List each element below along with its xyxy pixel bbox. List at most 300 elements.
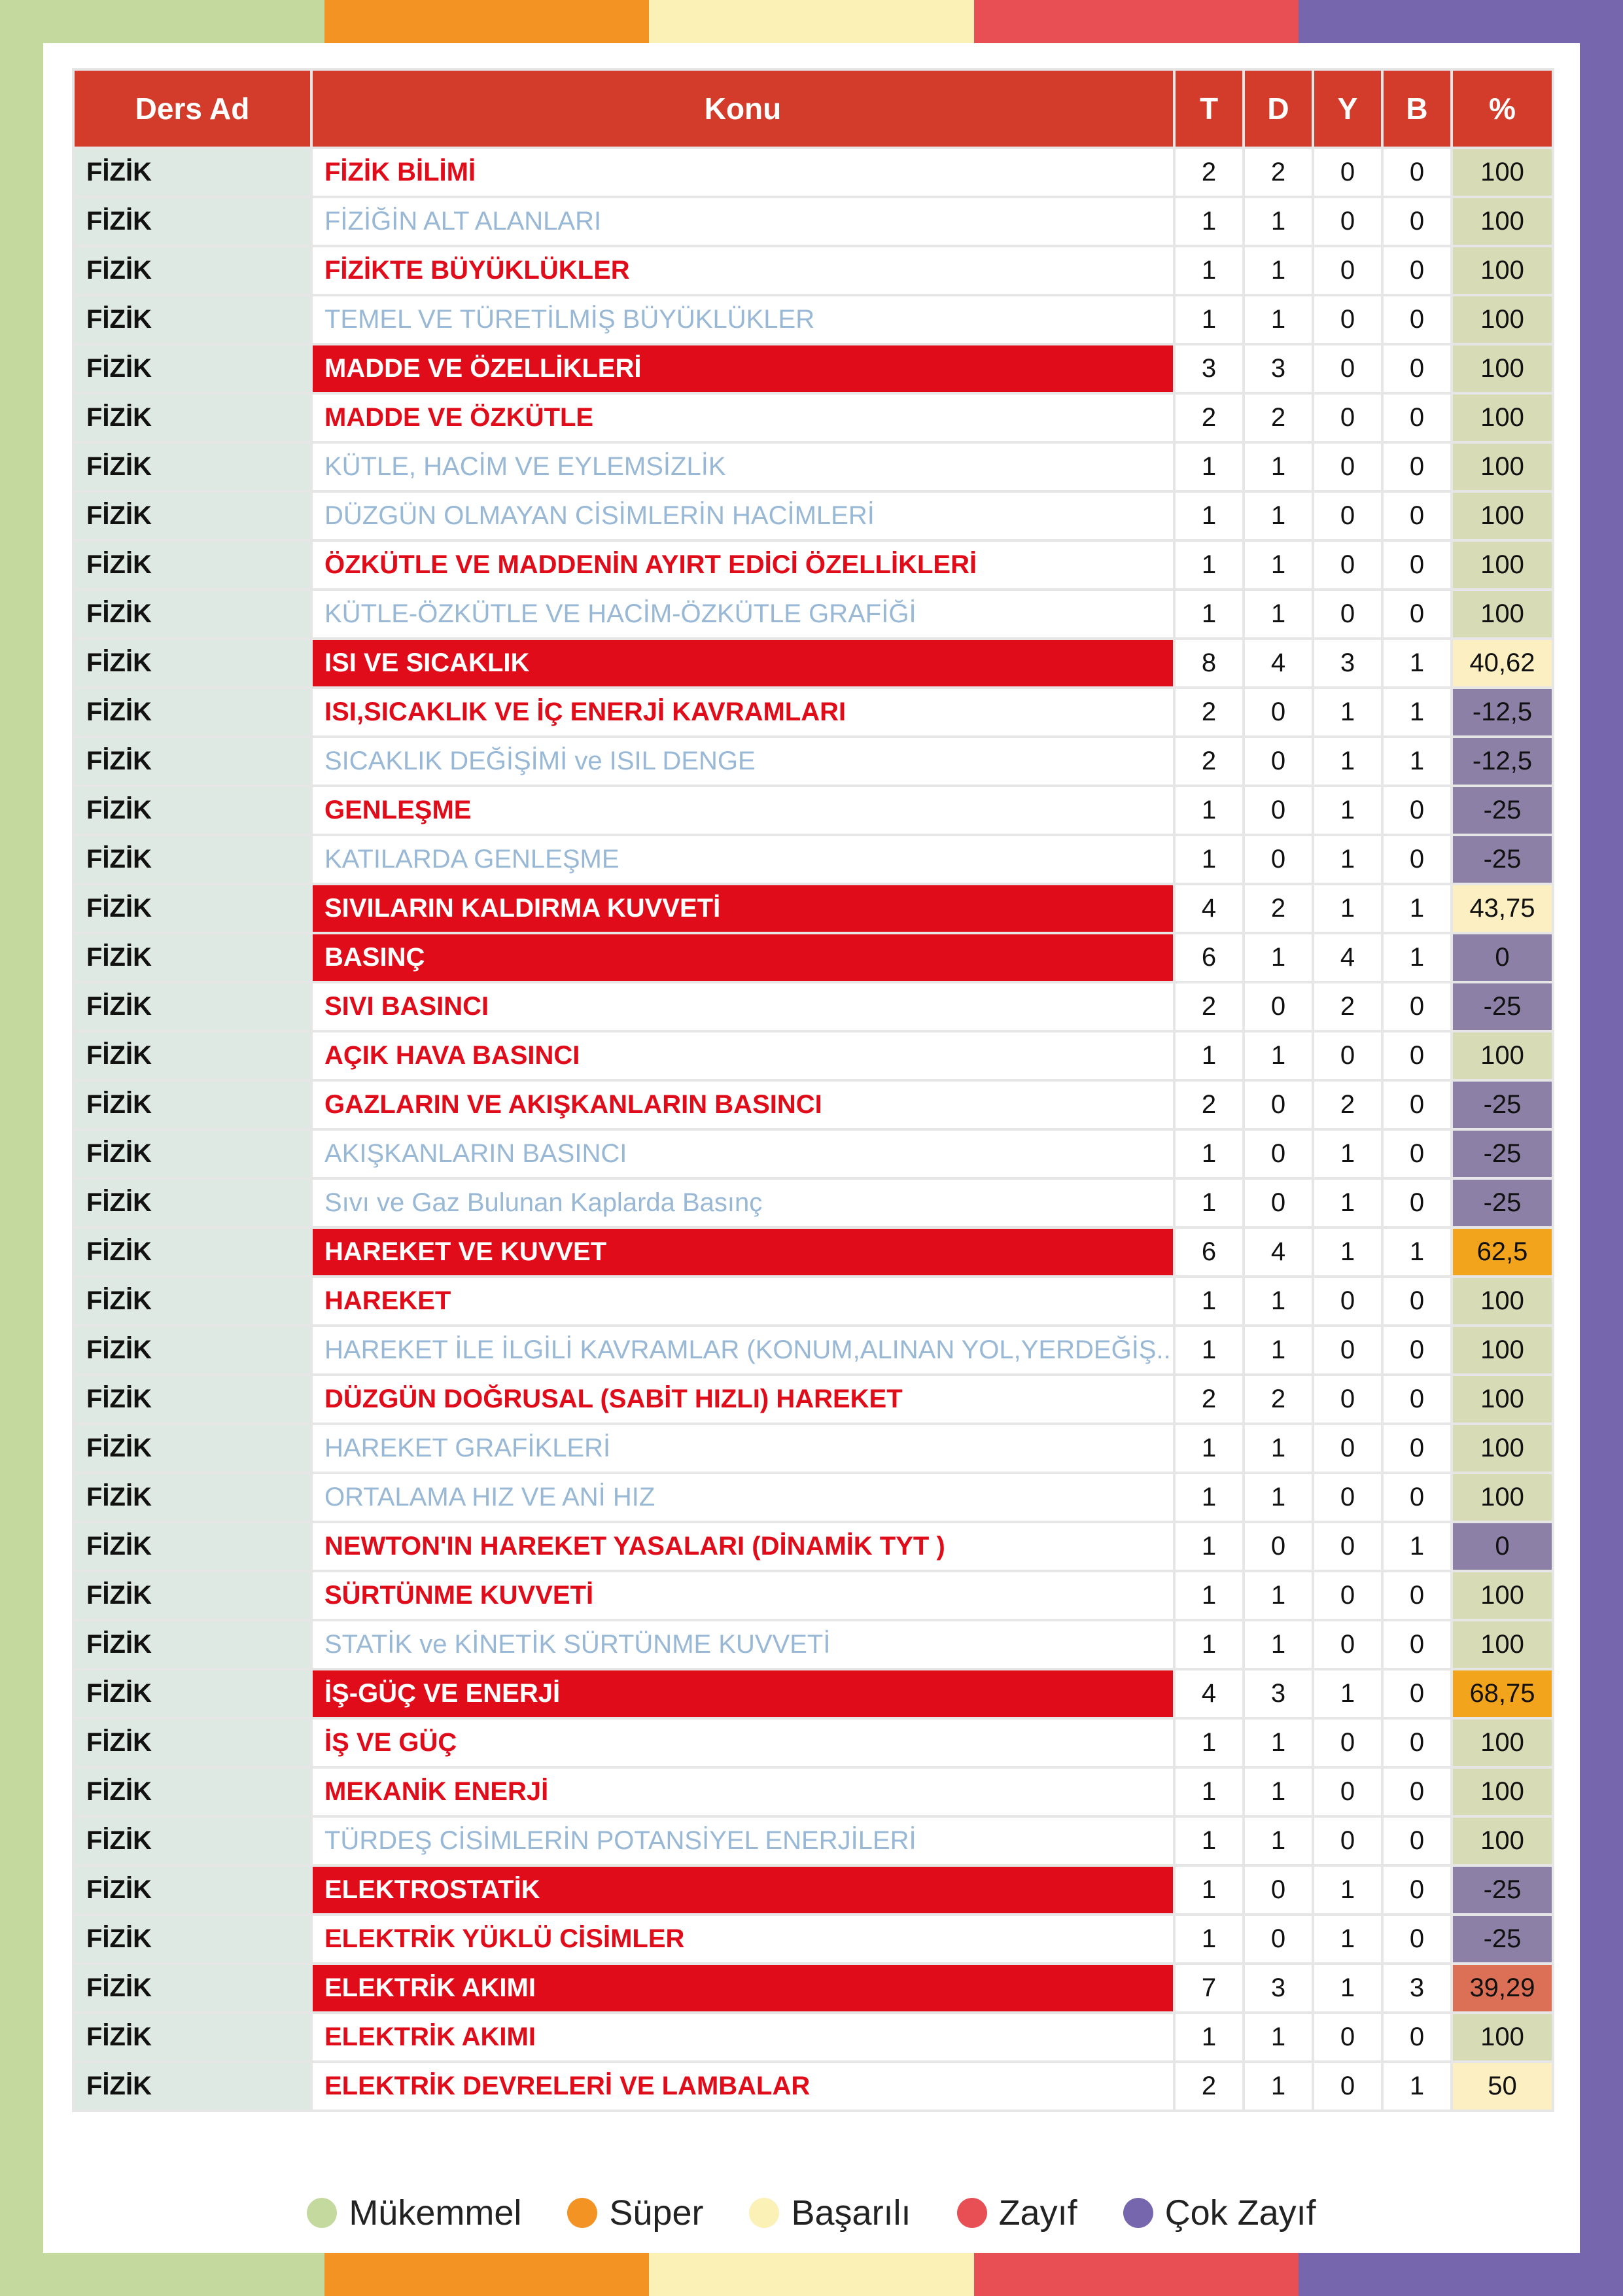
wrong-cell: 0 (1314, 395, 1381, 441)
total-cell: 2 (1176, 1376, 1242, 1422)
topic-cell: MADDE VE ÖZELLİKLERİ (313, 345, 1173, 392)
topic-cell: SICAKLIK DEĞİŞİMİ ve ISIL DENGE (313, 738, 1173, 785)
correct-cell: 1 (1245, 1033, 1312, 1079)
correct-cell: 1 (1245, 247, 1312, 294)
correct-cell: 1 (1245, 444, 1312, 490)
topic-cell: FİZİĞİN ALT ALANLARI (313, 198, 1173, 245)
subject-cell: FİZİK (75, 787, 310, 834)
header-d: D (1245, 71, 1312, 147)
topic-cell: HAREKET İLE İLGİLİ KAVRAMLAR (KONUM,ALINAN YOL,YERDEĞİŞ.. (313, 1327, 1173, 1373)
correct-cell: 1 (1245, 2063, 1312, 2110)
blank-cell: 0 (1384, 1474, 1450, 1521)
correct-cell: 0 (1245, 787, 1312, 834)
correct-cell: 0 (1245, 1523, 1312, 1570)
table-row (75, 1572, 1552, 1619)
total-cell: 2 (1176, 395, 1242, 441)
percent-cell: 100 (1453, 395, 1552, 441)
topic-cell: NEWTON'IN HAREKET YASALARI (DİNAMİK TYT ) (313, 1523, 1173, 1570)
total-cell: 1 (1176, 1033, 1242, 1079)
percent-cell: 100 (1453, 1818, 1552, 1864)
total-cell: 4 (1176, 885, 1242, 932)
correct-cell: 0 (1245, 1082, 1312, 1128)
table-row (75, 395, 1552, 441)
correct-cell: 1 (1245, 1769, 1312, 1815)
subject-cell: FİZİK (75, 591, 310, 637)
percent-cell: 100 (1453, 1425, 1552, 1472)
wrong-cell: 0 (1314, 1523, 1381, 1570)
correct-cell: 1 (1245, 296, 1312, 343)
blank-cell: 0 (1384, 1867, 1450, 1913)
correct-cell: 2 (1245, 149, 1312, 196)
subject-cell: FİZİK (75, 2063, 310, 2110)
subject-cell: FİZİK (75, 1670, 310, 1717)
total-cell: 1 (1176, 1523, 1242, 1570)
percent-cell: -25 (1453, 1131, 1552, 1177)
wrong-cell: 0 (1314, 2063, 1381, 2110)
band-segment-orange (324, 2253, 649, 2296)
legend-dot-icon (1123, 2198, 1153, 2228)
percent-cell: 40,62 (1453, 640, 1552, 686)
table-row (75, 345, 1552, 392)
results-table-container (75, 71, 1552, 2110)
legend-item (307, 2193, 521, 2233)
band-segment-purple (1299, 0, 1623, 43)
topic-cell: ORTALAMA HIZ VE ANİ HIZ (313, 1474, 1173, 1521)
percent-cell: 100 (1453, 1474, 1552, 1521)
subject-cell: FİZİK (75, 1180, 310, 1226)
legend-dot-icon (957, 2198, 987, 2228)
wrong-cell: 0 (1314, 1818, 1381, 1864)
performance-legend (0, 2187, 1623, 2239)
header-percent: % (1453, 71, 1552, 147)
percent-cell: 100 (1453, 198, 1552, 245)
correct-cell: 1 (1245, 1621, 1312, 1668)
topic-cell: STATİK ve KİNETİK SÜRTÜNME KUVVETİ (313, 1621, 1173, 1668)
topic-cell: DÜZGÜN DOĞRUSAL (SABİT HIZLI) HAREKET (313, 1376, 1173, 1422)
blank-cell: 1 (1384, 689, 1450, 735)
correct-cell: 0 (1245, 1131, 1312, 1177)
topic-cell: İŞ-GÜÇ VE ENERJİ (313, 1670, 1173, 1717)
subject-cell: FİZİK (75, 345, 310, 392)
topic-cell: HAREKET GRAFİKLERİ (313, 1425, 1173, 1472)
subject-cell: FİZİK (75, 983, 310, 1030)
subject-cell: FİZİK (75, 1916, 310, 1962)
topic-cell: GAZLARIN VE AKIŞKANLARIN BASINCI (313, 1082, 1173, 1128)
subject-cell: FİZİK (75, 934, 310, 981)
subject-cell: FİZİK (75, 1425, 310, 1472)
total-cell: 1 (1176, 296, 1242, 343)
table-row (75, 1425, 1552, 1472)
total-cell: 1 (1176, 1720, 1242, 1766)
percent-cell: -25 (1453, 1082, 1552, 1128)
correct-cell: 0 (1245, 836, 1312, 883)
blank-cell: 0 (1384, 1670, 1450, 1717)
blank-cell: 0 (1384, 542, 1450, 588)
legend-dot-icon (749, 2198, 779, 2228)
subject-cell: FİZİK (75, 1621, 310, 1668)
wrong-cell: 0 (1314, 1769, 1381, 1815)
total-cell: 3 (1176, 345, 1242, 392)
correct-cell: 1 (1245, 1720, 1312, 1766)
topic-cell: ISI,SICAKLIK VE İÇ ENERJİ KAVRAMLARI (313, 689, 1173, 735)
correct-cell: 0 (1245, 1867, 1312, 1913)
wrong-cell: 0 (1314, 1278, 1381, 1324)
total-cell: 1 (1176, 2014, 1242, 2060)
table-row (75, 493, 1552, 539)
topic-cell: GENLEŞME (313, 787, 1173, 834)
correct-cell: 0 (1245, 983, 1312, 1030)
subject-cell: FİZİK (75, 1720, 310, 1766)
band-segment-green (0, 0, 324, 43)
percent-cell: -25 (1453, 1916, 1552, 1962)
total-cell: 1 (1176, 1916, 1242, 1962)
blank-cell: 0 (1384, 1278, 1450, 1324)
correct-cell: 1 (1245, 1818, 1312, 1864)
table-row (75, 689, 1552, 735)
legend-label: Başarılı (791, 2193, 911, 2233)
subject-cell: FİZİK (75, 1965, 310, 2011)
subject-cell: FİZİK (75, 885, 310, 932)
blank-cell: 1 (1384, 1229, 1450, 1275)
blank-cell: 0 (1384, 1131, 1450, 1177)
total-cell: 1 (1176, 444, 1242, 490)
wrong-cell: 1 (1314, 1867, 1381, 1913)
subject-cell: FİZİK (75, 1523, 310, 1570)
table-row (75, 444, 1552, 490)
blank-cell: 0 (1384, 1572, 1450, 1619)
percent-cell: 100 (1453, 1327, 1552, 1373)
topic-cell: İŞ VE GÜÇ (313, 1720, 1173, 1766)
topic-cell: ELEKTRİK DEVRELERİ VE LAMBALAR (313, 2063, 1173, 2110)
percent-cell: 100 (1453, 149, 1552, 196)
percent-cell: -25 (1453, 1867, 1552, 1913)
subject-cell: FİZİK (75, 1229, 310, 1275)
subject-cell: FİZİK (75, 836, 310, 883)
table-row (75, 247, 1552, 294)
blank-cell: 0 (1384, 1033, 1450, 1079)
percent-cell: 100 (1453, 1720, 1552, 1766)
subject-cell: FİZİK (75, 542, 310, 588)
subject-cell: FİZİK (75, 1572, 310, 1619)
topic-cell: KÜTLE-ÖZKÜTLE VE HACİM-ÖZKÜTLE GRAFİĞİ (313, 591, 1173, 637)
subject-cell: FİZİK (75, 1376, 310, 1422)
blank-cell: 1 (1384, 2063, 1450, 2110)
wrong-cell: 0 (1314, 1376, 1381, 1422)
total-cell: 2 (1176, 738, 1242, 785)
subject-cell: FİZİK (75, 1474, 310, 1521)
blank-cell: 0 (1384, 983, 1450, 1030)
correct-cell: 0 (1245, 1180, 1312, 1226)
total-cell: 1 (1176, 198, 1242, 245)
table-row (75, 1621, 1552, 1668)
band-segment-yellow (649, 2253, 973, 2296)
total-cell: 1 (1176, 1425, 1242, 1472)
header-ders: Ders Ad (75, 71, 310, 147)
correct-cell: 3 (1245, 1965, 1312, 2011)
blank-cell: 3 (1384, 1965, 1450, 2011)
blank-cell: 0 (1384, 1769, 1450, 1815)
header-t: T (1176, 71, 1242, 147)
band-segment-red (974, 0, 1299, 43)
band-segment-yellow (649, 0, 973, 43)
subject-cell: FİZİK (75, 738, 310, 785)
wrong-cell: 1 (1314, 738, 1381, 785)
topic-cell: KÜTLE, HACİM VE EYLEMSİZLİK (313, 444, 1173, 490)
topic-cell: ELEKTRİK AKIMI (313, 2014, 1173, 2060)
topic-cell: FİZİK BİLİMİ (313, 149, 1173, 196)
table-row (75, 1327, 1552, 1373)
table-row (75, 934, 1552, 981)
correct-cell: 3 (1245, 345, 1312, 392)
wrong-cell: 2 (1314, 1082, 1381, 1128)
blank-cell: 0 (1384, 1425, 1450, 1472)
table-row (75, 738, 1552, 785)
blank-cell: 0 (1384, 247, 1450, 294)
blank-cell: 0 (1384, 444, 1450, 490)
legend-dot-icon (307, 2198, 337, 2228)
table-row (75, 640, 1552, 686)
table-row (75, 1769, 1552, 1815)
total-cell: 1 (1176, 1131, 1242, 1177)
wrong-cell: 0 (1314, 2014, 1381, 2060)
blank-cell: 0 (1384, 493, 1450, 539)
correct-cell: 2 (1245, 885, 1312, 932)
blank-cell: 0 (1384, 1327, 1450, 1373)
blank-cell: 0 (1384, 395, 1450, 441)
percent-cell: -25 (1453, 787, 1552, 834)
blank-cell: 0 (1384, 836, 1450, 883)
topic-cell: AKIŞKANLARIN BASINCI (313, 1131, 1173, 1177)
correct-cell: 0 (1245, 738, 1312, 785)
topic-cell: TÜRDEŞ CİSİMLERİN POTANSİYEL ENERJİLERİ (313, 1818, 1173, 1864)
subject-cell: FİZİK (75, 296, 310, 343)
wrong-cell: 3 (1314, 640, 1381, 686)
percent-cell: 100 (1453, 247, 1552, 294)
legend-label: Mükemmel (349, 2193, 522, 2233)
subject-cell: FİZİK (75, 395, 310, 441)
table-row (75, 1523, 1552, 1570)
band-segment-green (0, 2253, 324, 2296)
percent-cell: 100 (1453, 2014, 1552, 2060)
legend-item (567, 2193, 703, 2233)
topic-cell: ELEKTROSTATİK (313, 1867, 1173, 1913)
correct-cell: 4 (1245, 640, 1312, 686)
blank-cell: 0 (1384, 1916, 1450, 1962)
blank-cell: 0 (1384, 787, 1450, 834)
total-cell: 1 (1176, 493, 1242, 539)
wrong-cell: 0 (1314, 493, 1381, 539)
subject-cell: FİZİK (75, 1769, 310, 1815)
legend-item (749, 2193, 911, 2233)
topic-cell: Sıvı ve Gaz Bulunan Kaplarda Basınç (313, 1180, 1173, 1226)
percent-cell: 50 (1453, 2063, 1552, 2110)
blank-cell: 0 (1384, 1082, 1450, 1128)
table-row (75, 149, 1552, 196)
blank-cell: 1 (1384, 1523, 1450, 1570)
table-row (75, 1670, 1552, 1717)
subject-cell: FİZİK (75, 1327, 310, 1373)
wrong-cell: 1 (1314, 885, 1381, 932)
percent-cell: 100 (1453, 1769, 1552, 1815)
percent-cell: 62,5 (1453, 1229, 1552, 1275)
blank-cell: 0 (1384, 198, 1450, 245)
total-cell: 1 (1176, 1621, 1242, 1668)
table-row (75, 983, 1552, 1030)
wrong-cell: 1 (1314, 836, 1381, 883)
total-cell: 6 (1176, 934, 1242, 981)
wrong-cell: 0 (1314, 345, 1381, 392)
total-cell: 1 (1176, 1474, 1242, 1521)
percent-cell: 100 (1453, 1033, 1552, 1079)
blank-cell: 0 (1384, 1180, 1450, 1226)
wrong-cell: 1 (1314, 1965, 1381, 2011)
topic-cell: DÜZGÜN OLMAYAN CİSİMLERİN HACİMLERİ (313, 493, 1173, 539)
table-row (75, 1033, 1552, 1079)
correct-cell: 3 (1245, 1670, 1312, 1717)
table-row (75, 1131, 1552, 1177)
wrong-cell: 0 (1314, 1621, 1381, 1668)
header-b: B (1384, 71, 1450, 147)
wrong-cell: 0 (1314, 591, 1381, 637)
table-row (75, 542, 1552, 588)
wrong-cell: 1 (1314, 689, 1381, 735)
total-cell: 2 (1176, 1082, 1242, 1128)
blank-cell: 0 (1384, 1376, 1450, 1422)
correct-cell: 1 (1245, 1327, 1312, 1373)
table-row (75, 2014, 1552, 2060)
table-row (75, 1965, 1552, 2011)
total-cell: 2 (1176, 2063, 1242, 2110)
table-row (75, 198, 1552, 245)
header-konu: Konu (313, 71, 1173, 147)
correct-cell: 1 (1245, 1572, 1312, 1619)
wrong-cell: 0 (1314, 198, 1381, 245)
percent-cell: 100 (1453, 1376, 1552, 1422)
total-cell: 1 (1176, 542, 1242, 588)
subject-cell: FİZİK (75, 198, 310, 245)
wrong-cell: 1 (1314, 1180, 1381, 1226)
subject-cell: FİZİK (75, 247, 310, 294)
wrong-cell: 0 (1314, 296, 1381, 343)
band-segment-purple (1299, 2253, 1623, 2296)
blank-cell: 0 (1384, 591, 1450, 637)
wrong-cell: 1 (1314, 1670, 1381, 1717)
subject-cell: FİZİK (75, 1818, 310, 1864)
wrong-cell: 1 (1314, 1229, 1381, 1275)
wrong-cell: 0 (1314, 247, 1381, 294)
total-cell: 1 (1176, 1572, 1242, 1619)
total-cell: 2 (1176, 149, 1242, 196)
wrong-cell: 0 (1314, 1425, 1381, 1472)
results-table (72, 68, 1554, 2112)
correct-cell: 1 (1245, 1474, 1312, 1521)
percent-cell: 100 (1453, 296, 1552, 343)
percent-cell: -25 (1453, 1180, 1552, 1226)
percent-cell: 100 (1453, 1278, 1552, 1324)
blank-cell: 0 (1384, 1720, 1450, 1766)
table-row (75, 1916, 1552, 1962)
percent-cell: -12,5 (1453, 738, 1552, 785)
total-cell: 6 (1176, 1229, 1242, 1275)
topic-cell: ELEKTRİK AKIMI (313, 1965, 1173, 2011)
total-cell: 2 (1176, 689, 1242, 735)
wrong-cell: 0 (1314, 542, 1381, 588)
topic-cell: ÖZKÜTLE VE MADDENİN AYIRT EDİCİ ÖZELLİKLERİ (313, 542, 1173, 588)
table-row (75, 1376, 1552, 1422)
percent-cell: 68,75 (1453, 1670, 1552, 1717)
percent-cell: -25 (1453, 983, 1552, 1030)
table-row (75, 1818, 1552, 1864)
correct-cell: 0 (1245, 1916, 1312, 1962)
correct-cell: 1 (1245, 2014, 1312, 2060)
legend-label: Çok Zayıf (1164, 2193, 1316, 2233)
topic-cell: SÜRTÜNME KUVVETİ (313, 1572, 1173, 1619)
legend-item (1123, 2193, 1316, 2233)
subject-cell: FİZİK (75, 1278, 310, 1324)
percent-cell: 39,29 (1453, 1965, 1552, 2011)
table-body (75, 149, 1552, 2110)
topic-cell: ISI VE SICAKLIK (313, 640, 1173, 686)
blank-cell: 1 (1384, 738, 1450, 785)
wrong-cell: 1 (1314, 1131, 1381, 1177)
topic-cell: MADDE VE ÖZKÜTLE (313, 395, 1173, 441)
table-row (75, 2063, 1552, 2110)
blank-cell: 0 (1384, 2014, 1450, 2060)
topic-cell: SIVI BASINCI (313, 983, 1173, 1030)
table-header-row (75, 71, 1552, 147)
subject-cell: FİZİK (75, 1082, 310, 1128)
total-cell: 8 (1176, 640, 1242, 686)
table-row (75, 1720, 1552, 1766)
wrong-cell: 2 (1314, 983, 1381, 1030)
percent-cell: -25 (1453, 836, 1552, 883)
topic-cell: HAREKET VE KUVVET (313, 1229, 1173, 1275)
legend-dot-icon (567, 2198, 597, 2228)
topic-cell: SIVILARIN KALDIRMA KUVVETİ (313, 885, 1173, 932)
blank-cell: 0 (1384, 296, 1450, 343)
percent-cell: 100 (1453, 345, 1552, 392)
percent-cell: 0 (1453, 934, 1552, 981)
percent-cell: 100 (1453, 1621, 1552, 1668)
topic-cell: KATILARDA GENLEŞME (313, 836, 1173, 883)
header-y: Y (1314, 71, 1381, 147)
total-cell: 1 (1176, 836, 1242, 883)
correct-cell: 1 (1245, 198, 1312, 245)
blank-cell: 0 (1384, 1818, 1450, 1864)
correct-cell: 1 (1245, 934, 1312, 981)
correct-cell: 2 (1245, 395, 1312, 441)
percent-cell: 43,75 (1453, 885, 1552, 932)
percent-cell: 0 (1453, 1523, 1552, 1570)
total-cell: 1 (1176, 247, 1242, 294)
legend-label: Süper (609, 2193, 704, 2233)
total-cell: 1 (1176, 1867, 1242, 1913)
topic-cell: FİZİKTE BÜYÜKLÜKLER (313, 247, 1173, 294)
correct-cell: 1 (1245, 493, 1312, 539)
subject-cell: FİZİK (75, 1867, 310, 1913)
percent-cell: 100 (1453, 444, 1552, 490)
band-segment-red (974, 2253, 1299, 2296)
subject-cell: FİZİK (75, 2014, 310, 2060)
blank-cell: 0 (1384, 1621, 1450, 1668)
subject-cell: FİZİK (75, 493, 310, 539)
blank-cell: 1 (1384, 934, 1450, 981)
subject-cell: FİZİK (75, 1131, 310, 1177)
subject-cell: FİZİK (75, 640, 310, 686)
wrong-cell: 0 (1314, 1474, 1381, 1521)
correct-cell: 2 (1245, 1376, 1312, 1422)
blank-cell: 1 (1384, 640, 1450, 686)
